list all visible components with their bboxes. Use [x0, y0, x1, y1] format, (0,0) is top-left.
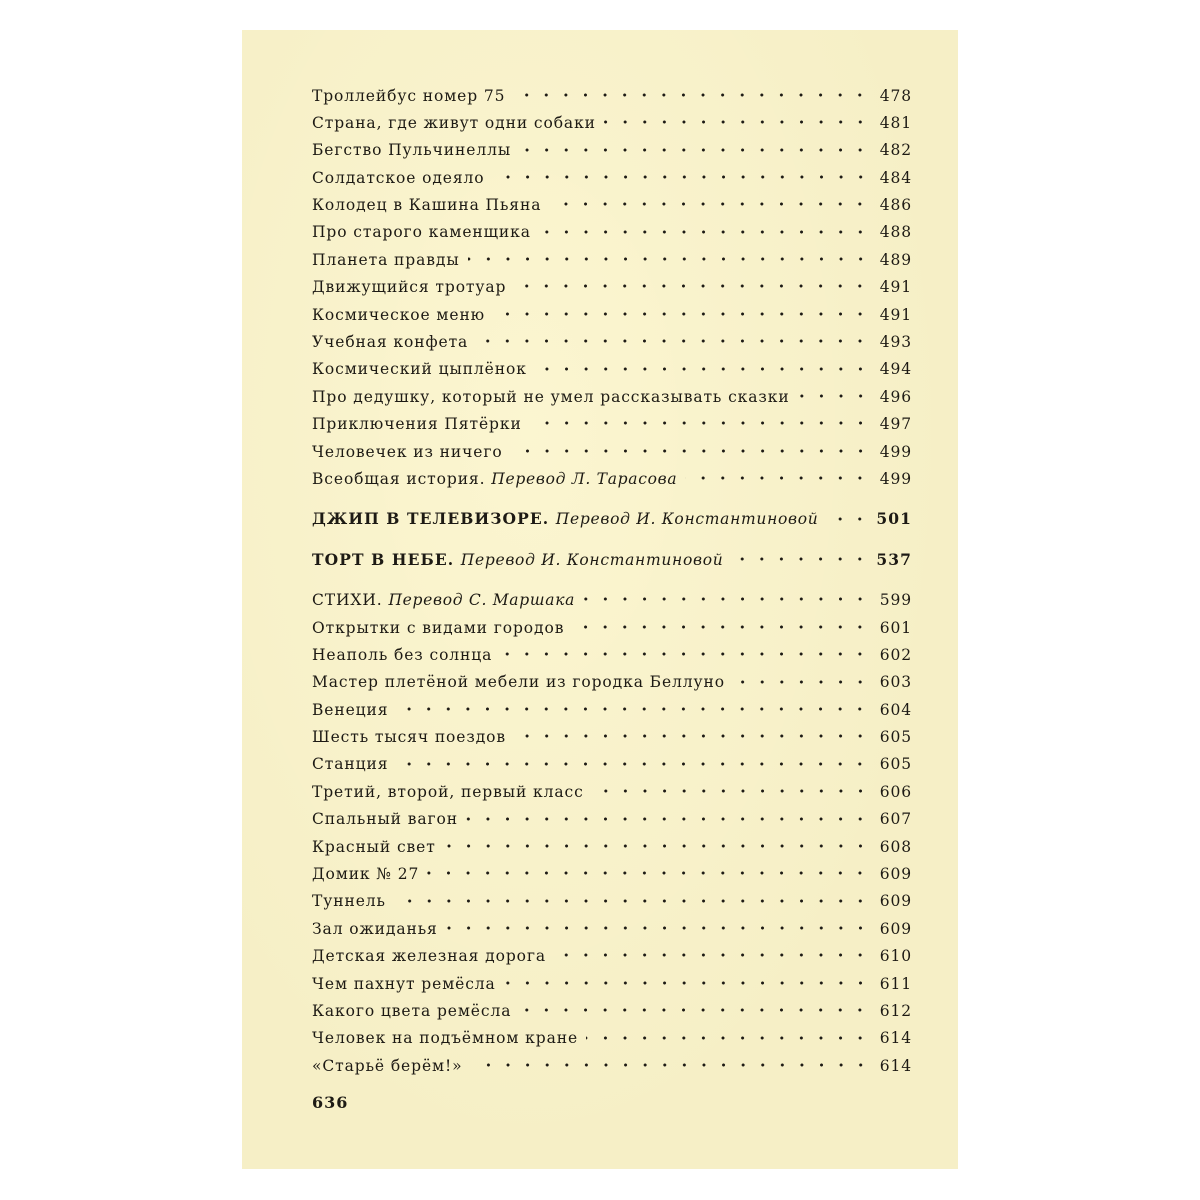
toc-entry [312, 441, 912, 468]
toc-entry-title: «Старьё берём!» [312, 1056, 463, 1075]
toc-entry [312, 727, 912, 754]
dot-leader [514, 729, 870, 745]
section-gap [312, 577, 912, 590]
toc-entry [312, 946, 912, 973]
toc-entry-page: 601 [879, 618, 912, 637]
toc-entry-title: Планета правды [312, 250, 460, 269]
dot-leader [685, 470, 870, 486]
toc-entry-title: Мастер плетёной мебели из городка Беллуно [312, 673, 726, 692]
toc-entry [312, 699, 912, 726]
book-page [242, 30, 958, 1169]
toc-entry [312, 167, 912, 194]
toc-entry [312, 304, 912, 331]
dot-leader [530, 416, 870, 432]
dot-leader [514, 279, 870, 295]
dot-leader [513, 87, 870, 103]
toc-entry-page: 537 [876, 549, 912, 569]
toc-entry [312, 1055, 912, 1082]
toc-entry-title: Чем пахнут ремёсла [312, 974, 496, 993]
toc-entry [312, 112, 912, 139]
dot-leader [500, 646, 870, 662]
toc-entry [312, 891, 912, 918]
toc-entry-title: Солдатское одеяло [312, 168, 485, 187]
toc-entry-title-text: Всеобщая история. [312, 469, 486, 488]
toc-entry [312, 781, 912, 808]
toc-entry-page: 484 [879, 168, 912, 187]
toc-entry-title: Домик № 27 [312, 865, 420, 884]
toc-entry-page: 491 [879, 305, 912, 324]
toc-entry-page: 609 [879, 865, 912, 884]
toc-entry [312, 973, 912, 1000]
dot-leader [535, 361, 870, 377]
toc-entry [312, 672, 912, 699]
toc-entry-title: Открытки с видами городов [312, 618, 565, 637]
dot-leader [396, 756, 870, 772]
toc-entry-page: 612 [879, 1002, 912, 1020]
dot-leader [549, 197, 870, 213]
dot-leader [586, 1030, 870, 1046]
toc-entry-page: 614 [879, 1056, 912, 1075]
translator-credit: Перевод И. Константиновой [555, 510, 819, 529]
toc-entry-page: 493 [879, 333, 912, 352]
toc-section-title [312, 591, 575, 609]
dot-leader [572, 619, 870, 635]
toc-entry-page: 602 [879, 645, 912, 664]
toc-entry [312, 332, 912, 359]
toc-entry-title: Красный свет [312, 837, 436, 856]
dot-leader [504, 975, 870, 991]
dot-leader [554, 948, 870, 964]
toc-entry-title: Третий, второй, первый класс [312, 782, 584, 801]
toc-entry [312, 468, 912, 495]
toc-entry-page: 486 [879, 196, 912, 215]
toc-entry-page: 611 [879, 974, 912, 993]
dot-leader [826, 511, 870, 527]
toc-entry [312, 809, 912, 836]
toc-entry [312, 644, 912, 671]
dot-leader [592, 783, 870, 799]
page-number: 636 [312, 1093, 349, 1112]
dot-leader [731, 551, 870, 567]
translator-credit: Перевод С. Маршака [388, 591, 576, 610]
toc-entry-page: 607 [879, 810, 912, 829]
toc-entry-title: Какого цвета ремёсла [312, 1002, 512, 1020]
toc-entry [312, 1001, 912, 1028]
toc-entry [312, 1028, 912, 1055]
dot-leader [444, 838, 870, 854]
toc-entry-page: 481 [879, 113, 912, 132]
toc-section-title-text: ТОРТ В НЕБЕ. [312, 549, 455, 569]
toc-entry-page: 599 [879, 591, 912, 610]
dot-leader [466, 811, 870, 827]
dot-leader [511, 443, 870, 459]
section-gap [312, 496, 912, 509]
toc-entry-page: 482 [879, 141, 912, 160]
dot-leader [519, 1003, 870, 1019]
toc-entry-page: 609 [879, 919, 912, 938]
toc-entry-page: 489 [879, 250, 912, 269]
dot-leader [539, 224, 870, 240]
toc-entry-title: Про дедушку, который не умел рассказывать сказки [312, 387, 790, 406]
toc-entry [312, 249, 912, 276]
toc-entry-title: Детская железная дорога [312, 947, 547, 966]
toc-section-entry [312, 509, 912, 536]
toc-entry-title: Станция [312, 755, 389, 774]
toc-entry-page: 488 [879, 223, 912, 242]
table-of-contents [312, 85, 912, 1083]
toc-entry-page: 496 [879, 387, 912, 406]
toc-entry-page: 605 [879, 728, 912, 747]
dot-leader [519, 142, 870, 158]
toc-entry-title: Человек на подъёмном кране [312, 1029, 579, 1048]
toc-entry [312, 414, 912, 441]
toc-entry-title: Неаполь без солнца [312, 645, 493, 664]
toc-entry-title: Страна, где живут одни собаки [312, 113, 596, 132]
toc-entry-page: 499 [879, 442, 912, 461]
toc-entry-page: 604 [879, 700, 912, 719]
dot-leader [427, 866, 870, 882]
toc-entry [312, 359, 912, 386]
section-gap [312, 536, 912, 549]
toc-entry-title: Троллейбус номер 75 [312, 86, 506, 105]
toc-entry [312, 754, 912, 781]
toc-entry-title: Колодец в Кашина Пьяна [312, 196, 542, 215]
dot-leader [396, 701, 870, 717]
toc-entry [312, 85, 912, 112]
toc-entry-title: Туннель [312, 892, 386, 911]
dot-leader [733, 674, 870, 690]
toc-entry [312, 277, 912, 304]
toc-entry [312, 386, 912, 413]
toc-entry-page: 614 [879, 1029, 912, 1048]
toc-entry-title: Спальный вагон [312, 810, 458, 829]
toc-entry-page: 606 [879, 782, 912, 801]
toc-entry-page: 494 [879, 360, 912, 379]
dot-leader [471, 1057, 871, 1073]
dot-leader [476, 334, 870, 350]
toc-entry [312, 836, 912, 863]
toc-section-title-text: ДЖИП В ТЕЛЕВИЗОРЕ. [312, 509, 550, 529]
toc-entry-title: Учебная конфета [312, 333, 469, 352]
toc-entry [312, 195, 912, 222]
dot-leader [493, 169, 870, 185]
toc-entry-page: 499 [879, 469, 912, 488]
toc-entry-title: Приключения Пятёрки [312, 415, 522, 434]
toc-section-entry [312, 590, 912, 617]
toc-entry-title: Зал ожиданья [312, 919, 438, 938]
toc-section-title-text: СТИХИ. [312, 591, 383, 610]
toc-entry-page: 609 [879, 892, 912, 911]
dot-leader [446, 920, 870, 936]
toc-entry-page: 478 [879, 86, 912, 105]
toc-entry-title: Шесть тысяч поездов [312, 728, 507, 747]
toc-entry [312, 140, 912, 167]
toc-entry-title: Про старого каменщика [312, 223, 531, 242]
toc-entry-page: 610 [879, 947, 912, 966]
dot-leader [604, 114, 870, 130]
toc-entry-page: 603 [879, 673, 912, 692]
translator-credit: Перевод Л. Тарасова [491, 469, 678, 488]
toc-entry-title: Бегство Пульчинеллы [312, 141, 512, 160]
toc-section-entry [312, 549, 912, 576]
dot-leader [468, 251, 870, 267]
toc-entry-page: 491 [879, 278, 912, 297]
toc-entry-page: 605 [879, 755, 912, 774]
dot-leader [394, 893, 870, 909]
toc-entry [312, 222, 912, 249]
dot-leader [493, 306, 870, 322]
dot-leader [583, 592, 870, 608]
dot-leader [798, 388, 870, 404]
toc-entry-title: Венеция [312, 700, 389, 719]
toc-entry-title [312, 470, 677, 488]
toc-section-title [312, 509, 818, 528]
translator-credit: Перевод И. Константиновой [460, 550, 724, 569]
toc-entry [312, 864, 912, 891]
toc-entry-title: Движущийся тротуар [312, 278, 507, 297]
toc-entry [312, 617, 912, 644]
toc-section-title [312, 550, 723, 569]
toc-entry-title: Космическое меню [312, 305, 486, 324]
toc-entry [312, 918, 912, 945]
toc-entry-page: 501 [876, 509, 912, 529]
toc-entry-title: Человечек из ничего [312, 442, 503, 461]
toc-entry-page: 608 [879, 837, 912, 856]
toc-entry-page: 497 [879, 415, 912, 434]
toc-entry-title: Космический цыплёнок [312, 360, 527, 379]
